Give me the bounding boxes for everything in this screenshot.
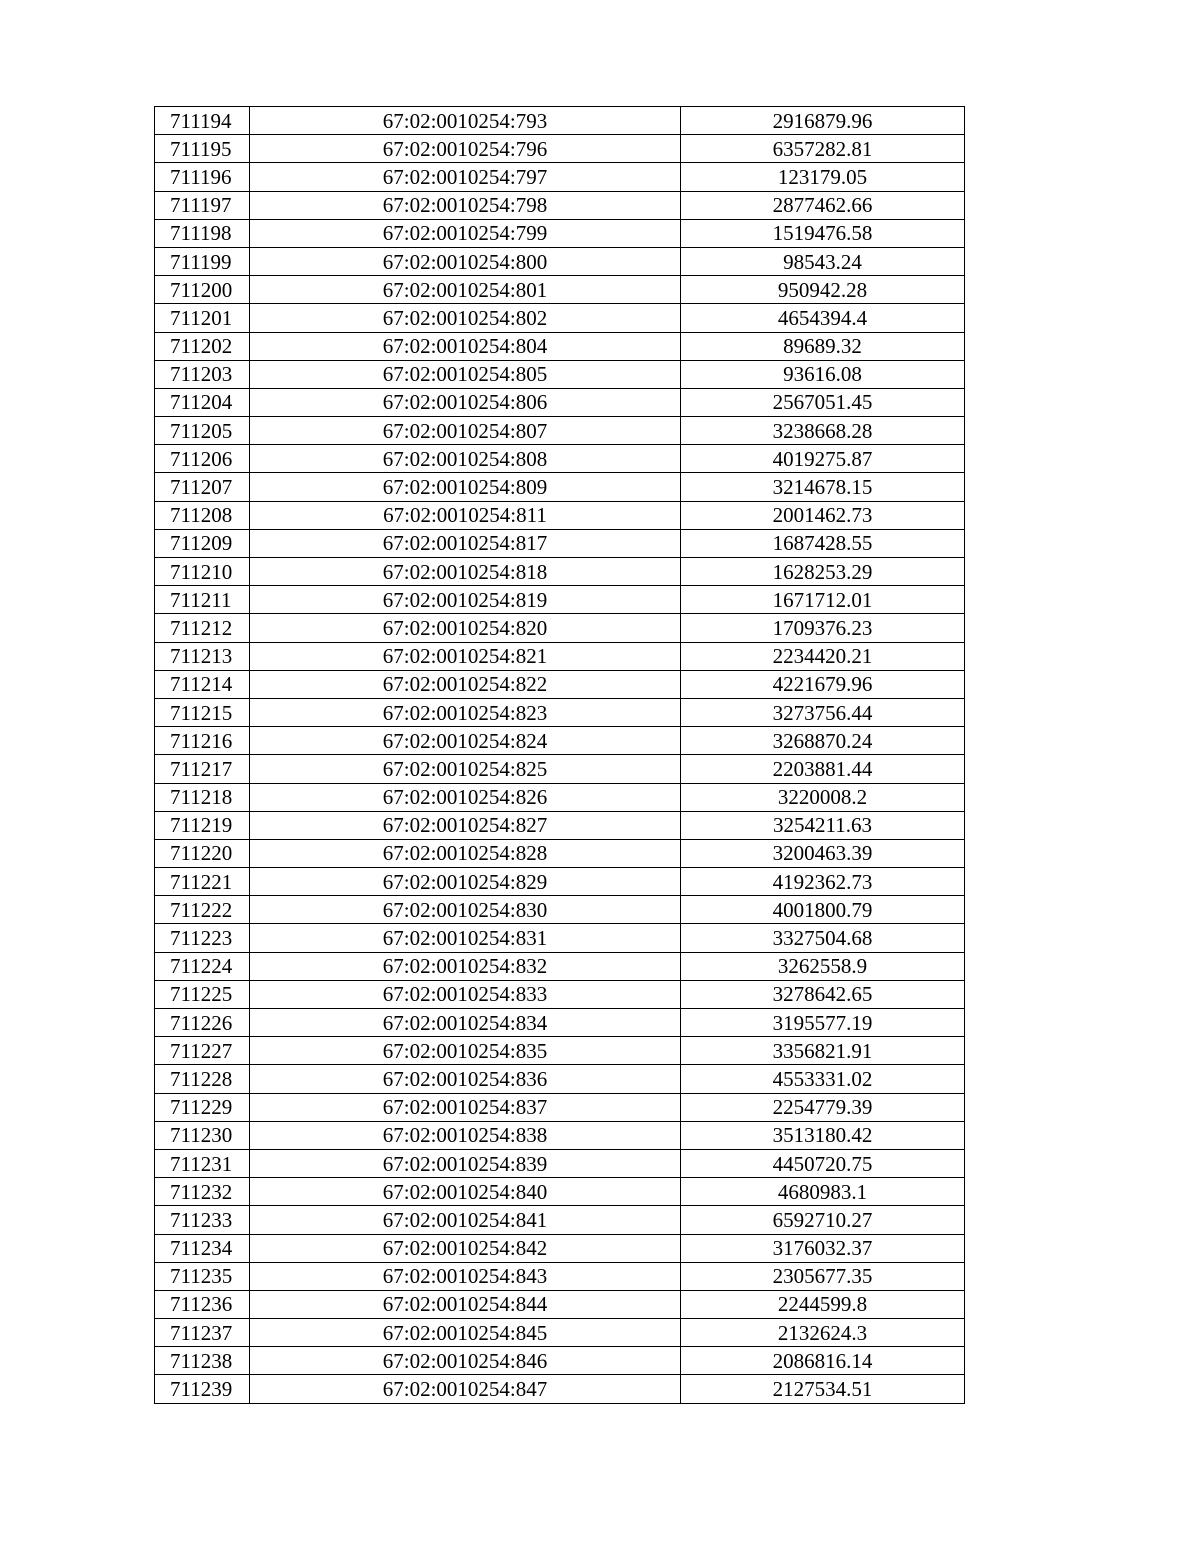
value-cell: 4019275.87 [681, 445, 965, 473]
value-cell: 2127534.51 [681, 1375, 965, 1403]
table-row [155, 868, 965, 896]
value-cell: 3238668.28 [681, 417, 965, 445]
row-number-cell: 711225 [155, 980, 250, 1008]
table-row [155, 276, 965, 304]
table-row [155, 1206, 965, 1234]
table-row [155, 388, 965, 416]
value-cell: 2567051.45 [681, 388, 965, 416]
table-row [155, 924, 965, 952]
value-cell: 123179.05 [681, 163, 965, 191]
table-row [155, 135, 965, 163]
value-cell: 2234420.21 [681, 642, 965, 670]
row-number-cell: 711236 [155, 1290, 250, 1318]
row-number-cell: 711234 [155, 1234, 250, 1262]
cadastral-number-cell: 67:02:0010254:800 [250, 247, 681, 275]
row-number-cell: 711209 [155, 529, 250, 557]
table-row [155, 1290, 965, 1318]
row-number-cell: 711204 [155, 388, 250, 416]
row-number-cell: 711231 [155, 1149, 250, 1177]
cadastral-number-cell: 67:02:0010254:823 [250, 698, 681, 726]
value-cell: 3220008.2 [681, 783, 965, 811]
value-cell: 6592710.27 [681, 1206, 965, 1234]
row-number-cell: 711221 [155, 868, 250, 896]
cadastral-number-cell: 67:02:0010254:829 [250, 868, 681, 896]
cadastral-number-cell: 67:02:0010254:840 [250, 1178, 681, 1206]
cadastral-number-cell: 67:02:0010254:827 [250, 811, 681, 839]
cadastral-number-cell: 67:02:0010254:806 [250, 388, 681, 416]
row-number-cell: 711230 [155, 1121, 250, 1149]
value-cell: 3176032.37 [681, 1234, 965, 1262]
cadastral-number-cell: 67:02:0010254:838 [250, 1121, 681, 1149]
row-number-cell: 711219 [155, 811, 250, 839]
cadastral-number-cell: 67:02:0010254:824 [250, 727, 681, 755]
cadastral-number-cell: 67:02:0010254:817 [250, 529, 681, 557]
row-number-cell: 711227 [155, 1037, 250, 1065]
table-row [155, 1121, 965, 1149]
cadastral-number-cell: 67:02:0010254:834 [250, 1009, 681, 1037]
value-cell: 4192362.73 [681, 868, 965, 896]
row-number-cell: 711196 [155, 163, 250, 191]
table-row [155, 952, 965, 980]
table-row [155, 332, 965, 360]
table-row [155, 501, 965, 529]
cadastral-number-cell: 67:02:0010254:799 [250, 219, 681, 247]
table-row [155, 783, 965, 811]
row-number-cell: 711229 [155, 1093, 250, 1121]
cadastral-number-cell: 67:02:0010254:828 [250, 839, 681, 867]
cadastral-number-cell: 67:02:0010254:807 [250, 417, 681, 445]
value-cell: 2132624.3 [681, 1319, 965, 1347]
table-row [155, 1319, 965, 1347]
table-row [155, 614, 965, 642]
cadastral-number-cell: 67:02:0010254:801 [250, 276, 681, 304]
table-row [155, 1037, 965, 1065]
cadastral-number-cell: 67:02:0010254:837 [250, 1093, 681, 1121]
table-row [155, 445, 965, 473]
table-row [155, 811, 965, 839]
row-number-cell: 711211 [155, 586, 250, 614]
cadastral-number-cell: 67:02:0010254:808 [250, 445, 681, 473]
cadastral-number-cell: 67:02:0010254:826 [250, 783, 681, 811]
row-number-cell: 711212 [155, 614, 250, 642]
row-number-cell: 711233 [155, 1206, 250, 1234]
cadastral-number-cell: 67:02:0010254:809 [250, 473, 681, 501]
value-cell: 3262558.9 [681, 952, 965, 980]
value-cell: 3214678.15 [681, 473, 965, 501]
cadastral-number-cell: 67:02:0010254:842 [250, 1234, 681, 1262]
cadastral-number-cell: 67:02:0010254:819 [250, 586, 681, 614]
table-row [155, 1065, 965, 1093]
table-row [155, 1234, 965, 1262]
cadastral-number-cell: 67:02:0010254:846 [250, 1347, 681, 1375]
table-row [155, 755, 965, 783]
cadastral-number-cell: 67:02:0010254:844 [250, 1290, 681, 1318]
value-cell: 4654394.4 [681, 304, 965, 332]
table-row [155, 107, 965, 135]
value-cell: 2086816.14 [681, 1347, 965, 1375]
table-row [155, 642, 965, 670]
data-table [154, 106, 965, 1404]
table-row [155, 1093, 965, 1121]
row-number-cell: 711202 [155, 332, 250, 360]
table-row [155, 896, 965, 924]
cadastral-number-cell: 67:02:0010254:835 [250, 1037, 681, 1065]
table-row [155, 1178, 965, 1206]
row-number-cell: 711220 [155, 839, 250, 867]
value-cell: 4680983.1 [681, 1178, 965, 1206]
cadastral-number-cell: 67:02:0010254:796 [250, 135, 681, 163]
row-number-cell: 711235 [155, 1262, 250, 1290]
value-cell: 3327504.68 [681, 924, 965, 952]
table-row [155, 247, 965, 275]
table-row [155, 360, 965, 388]
row-number-cell: 711232 [155, 1178, 250, 1206]
cadastral-number-cell: 67:02:0010254:825 [250, 755, 681, 783]
row-number-cell: 711208 [155, 501, 250, 529]
cadastral-number-cell: 67:02:0010254:836 [250, 1065, 681, 1093]
cadastral-number-cell: 67:02:0010254:820 [250, 614, 681, 642]
value-cell: 3513180.42 [681, 1121, 965, 1149]
table-row [155, 1375, 965, 1403]
row-number-cell: 711218 [155, 783, 250, 811]
row-number-cell: 711199 [155, 247, 250, 275]
value-cell: 3254211.63 [681, 811, 965, 839]
value-cell: 4001800.79 [681, 896, 965, 924]
row-number-cell: 711206 [155, 445, 250, 473]
value-cell: 1687428.55 [681, 529, 965, 557]
table-row [155, 727, 965, 755]
cadastral-number-cell: 67:02:0010254:847 [250, 1375, 681, 1403]
value-cell: 2305677.35 [681, 1262, 965, 1290]
value-cell: 2244599.8 [681, 1290, 965, 1318]
cadastral-number-cell: 67:02:0010254:843 [250, 1262, 681, 1290]
row-number-cell: 711239 [155, 1375, 250, 1403]
row-number-cell: 711198 [155, 219, 250, 247]
table-row [155, 1347, 965, 1375]
row-number-cell: 711216 [155, 727, 250, 755]
row-number-cell: 711217 [155, 755, 250, 783]
table-row [155, 219, 965, 247]
table-row [155, 586, 965, 614]
cadastral-number-cell: 67:02:0010254:798 [250, 191, 681, 219]
row-number-cell: 711228 [155, 1065, 250, 1093]
value-cell: 4450720.75 [681, 1149, 965, 1177]
value-cell: 3278642.65 [681, 980, 965, 1008]
row-number-cell: 711214 [155, 670, 250, 698]
cadastral-number-cell: 67:02:0010254:839 [250, 1149, 681, 1177]
value-cell: 1519476.58 [681, 219, 965, 247]
value-cell: 3273756.44 [681, 698, 965, 726]
row-number-cell: 711238 [155, 1347, 250, 1375]
row-number-cell: 711194 [155, 107, 250, 135]
cadastral-number-cell: 67:02:0010254:831 [250, 924, 681, 952]
value-cell: 93616.08 [681, 360, 965, 388]
value-cell: 3195577.19 [681, 1009, 965, 1037]
row-number-cell: 711224 [155, 952, 250, 980]
table-row [155, 1149, 965, 1177]
value-cell: 1709376.23 [681, 614, 965, 642]
cadastral-number-cell: 67:02:0010254:822 [250, 670, 681, 698]
value-cell: 2877462.66 [681, 191, 965, 219]
table-row [155, 473, 965, 501]
value-cell: 2916879.96 [681, 107, 965, 135]
table-row [155, 191, 965, 219]
value-cell: 3200463.39 [681, 839, 965, 867]
table-row [155, 698, 965, 726]
row-number-cell: 711203 [155, 360, 250, 388]
row-number-cell: 711207 [155, 473, 250, 501]
table-row [155, 417, 965, 445]
row-number-cell: 711205 [155, 417, 250, 445]
row-number-cell: 711213 [155, 642, 250, 670]
cadastral-number-cell: 67:02:0010254:793 [250, 107, 681, 135]
cadastral-number-cell: 67:02:0010254:818 [250, 558, 681, 586]
cadastral-number-cell: 67:02:0010254:845 [250, 1319, 681, 1347]
value-cell: 1671712.01 [681, 586, 965, 614]
cadastral-number-cell: 67:02:0010254:830 [250, 896, 681, 924]
value-cell: 3268870.24 [681, 727, 965, 755]
row-number-cell: 711197 [155, 191, 250, 219]
row-number-cell: 711226 [155, 1009, 250, 1037]
table-row [155, 839, 965, 867]
table-row [155, 558, 965, 586]
cadastral-number-cell: 67:02:0010254:805 [250, 360, 681, 388]
cadastral-number-cell: 67:02:0010254:841 [250, 1206, 681, 1234]
value-cell: 2203881.44 [681, 755, 965, 783]
value-cell: 4221679.96 [681, 670, 965, 698]
row-number-cell: 711215 [155, 698, 250, 726]
cadastral-number-cell: 67:02:0010254:797 [250, 163, 681, 191]
row-number-cell: 711222 [155, 896, 250, 924]
row-number-cell: 711210 [155, 558, 250, 586]
value-cell: 2001462.73 [681, 501, 965, 529]
cadastral-number-cell: 67:02:0010254:804 [250, 332, 681, 360]
row-number-cell: 711201 [155, 304, 250, 332]
value-cell: 1628253.29 [681, 558, 965, 586]
table-body [155, 107, 965, 1404]
table-row [155, 670, 965, 698]
row-number-cell: 711223 [155, 924, 250, 952]
table-row [155, 1009, 965, 1037]
cadastral-number-cell: 67:02:0010254:833 [250, 980, 681, 1008]
cadastral-number-cell: 67:02:0010254:802 [250, 304, 681, 332]
table-row [155, 304, 965, 332]
value-cell: 89689.32 [681, 332, 965, 360]
cadastral-number-cell: 67:02:0010254:832 [250, 952, 681, 980]
value-cell: 98543.24 [681, 247, 965, 275]
row-number-cell: 711237 [155, 1319, 250, 1347]
table-row [155, 529, 965, 557]
value-cell: 3356821.91 [681, 1037, 965, 1065]
cadastral-number-cell: 67:02:0010254:811 [250, 501, 681, 529]
value-cell: 4553331.02 [681, 1065, 965, 1093]
value-cell: 2254779.39 [681, 1093, 965, 1121]
table-row [155, 163, 965, 191]
value-cell: 6357282.81 [681, 135, 965, 163]
row-number-cell: 711200 [155, 276, 250, 304]
table-row [155, 1262, 965, 1290]
cadastral-number-cell: 67:02:0010254:821 [250, 642, 681, 670]
row-number-cell: 711195 [155, 135, 250, 163]
value-cell: 950942.28 [681, 276, 965, 304]
table-row [155, 980, 965, 1008]
